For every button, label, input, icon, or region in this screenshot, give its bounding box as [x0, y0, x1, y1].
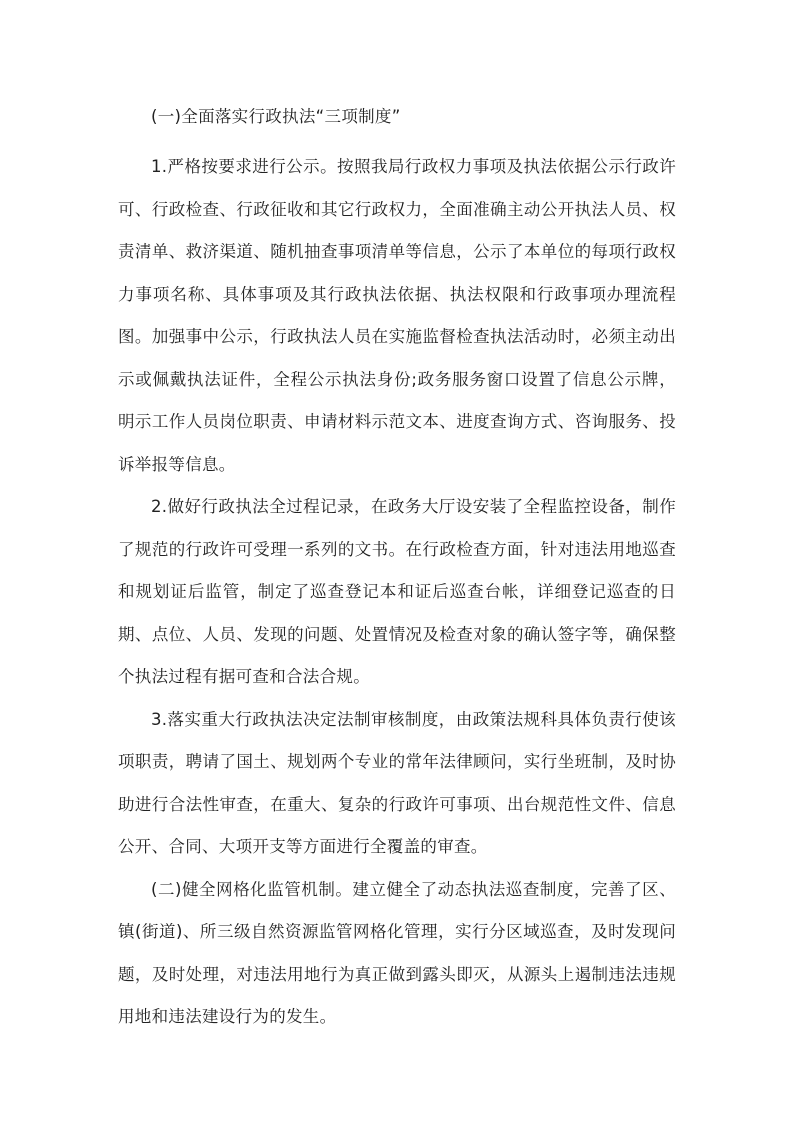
document-body	[118, 104, 676, 1039]
section-heading: (一)全面落实行政执法“三项制度”	[151, 107, 401, 126]
paragraph-recording: 2.做好行政执法全过程记录，在政务大厅设安装了全程监控设备，制作了规范的行政许可受理一系列的文书。在行政检查方面，针对违法用地巡查和规划证后监管，制定了巡查登记本和证后巡查台帐，详细登记巡查的日期、点位、人员、发现的问题、处置情况及检查对象的确认签字等，确保整个执法过程有据可查和合法合规。	[118, 497, 676, 686]
paragraph-grid-supervision: (二)健全网格化监管机制。建立健全了动态执法巡查制度，完善了区、镇(街道)、所三级自然资源监管网格化管理，实行分区域巡查，及时发现问题，及时处理，对违法用地行为真正做到露头即灭，从源头上遏制违法违规用地和违法建设行为的发生。	[118, 879, 676, 1026]
paragraph-publicity: 1.严格按要求进行公示。按照我局行政权力事项及执法依据公示行政许可、行政检查、行政征收和其它行政权力，全面准确主动公开执法人员、权责清单、救济渠道、随机抽查事项清单等信息，公示了本单位的每项行政权力事项名称、具体事项及其行政执法依据、执法权限和行政事项办理流程图。加强事中公示，行政执法人员在实施监督检查执法活动时，必须主动出示或佩戴执法证件，全程公示执法身份;政务服务窗口设置了信息公示牌，明示工作人员岗位职责、申请材料示范文本、进度查询方式、咨询服务、投诉举报等信息。	[118, 157, 676, 474]
paragraph-legal-review: 3.落实重大行政执法决定法制审核制度，由政策法规科具体负责行使该项职责，聘请了国土、规划两个专业的常年法律顾问，实行坐班制，及时协助进行合法性审查，在重大、复杂的行政许可事项、出台规范性文件、信息公开、合同、大项开支等方面进行全覆盖的审查。	[118, 709, 676, 856]
